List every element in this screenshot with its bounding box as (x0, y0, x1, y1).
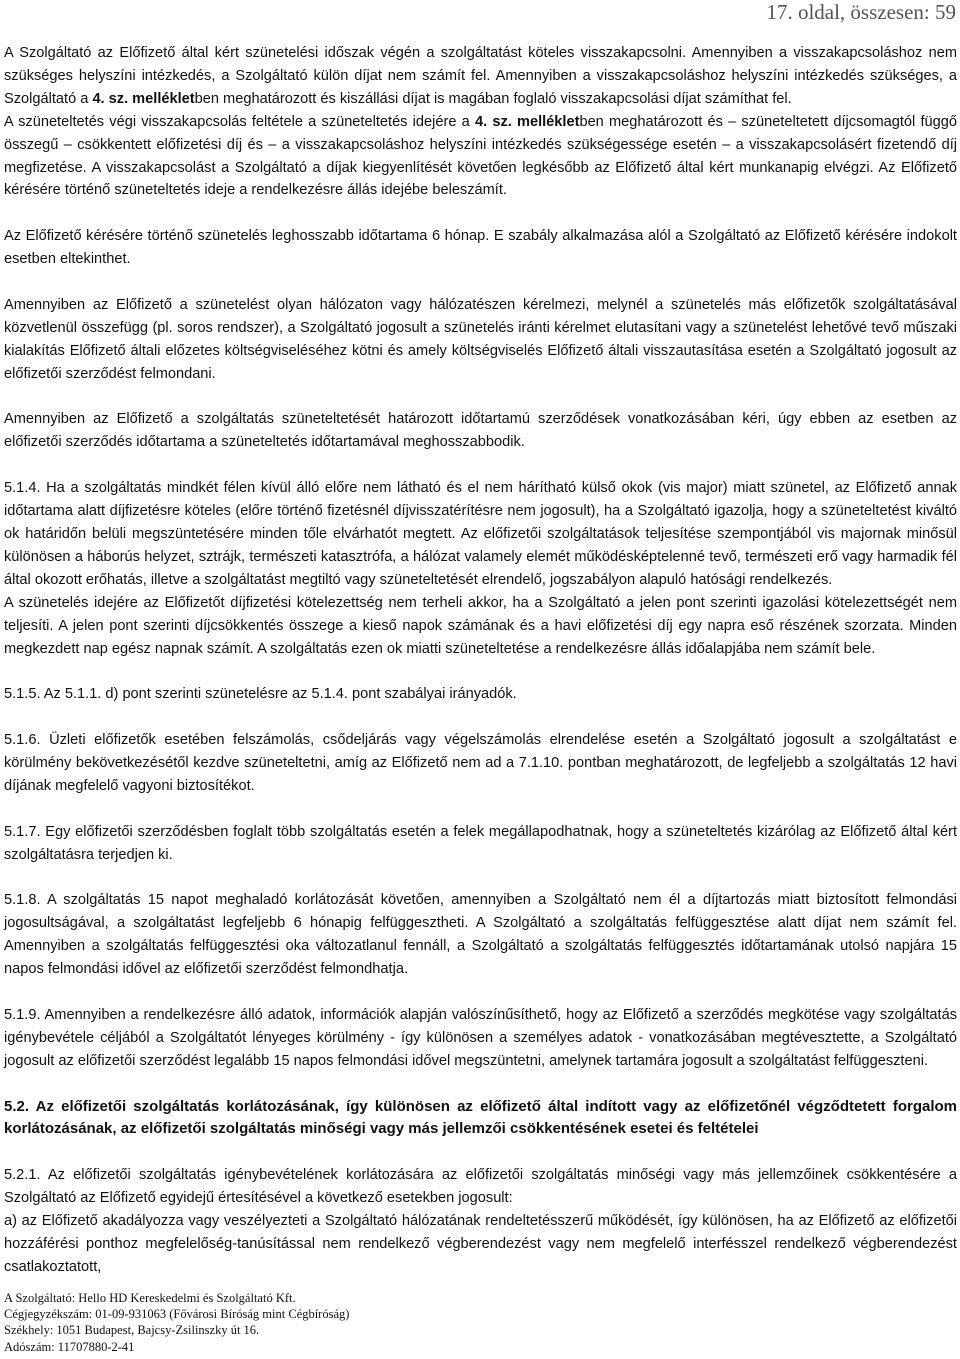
paragraph-5-1-7: 5.1.7. Egy előfizetői szerződésben foglalt több szolgáltatás esetén a felek megállapodhatnak, hogy a szüneteltetés kizárólag az Előfizető által kért szolgáltatásra terjedjen ki. (4, 823, 957, 863)
company-footer (4, 1290, 604, 1355)
paragraph-5-1-5: 5.1.5. Az 5.1.1. d) pont szerinti szünetelésre az 5.1.4. pont szabályai irányadók. (4, 686, 517, 703)
paragraph-max-duration: Az Előfizető kérésére történő szünetelés leghosszabb időtartama 6 hónap. E szabály alkalmazása alól a Szolgáltató az Előfizető kérésére indokolt esetben eltekinthet. (4, 228, 957, 268)
paragraph-5-2-1: 5.2.1. Az előfizetői szolgáltatás igénybevételének korlátozására az előfizetői szolgáltatás minőségi vagy más jellemzőinek csökkentésére a Szolgáltató az Előfizető egyidejű értesítésével a következő esetekben jogosult: (4, 1167, 957, 1207)
footer-company-name: A Szolgáltató: Hello HD Kereskedelmi és Szolgáltató Kft. (4, 1291, 296, 1305)
paragraph-5-1-8: 5.1.8. A szolgáltatás 15 napot meghaladó korlátozását követően, amennyiben a Szolgáltató nem él a díjtartozás miatt biztosított felmondási jogosultságával, a szolgáltatást legfeljebb 6 hónapig felfüggesztheti. A Szolgáltató a szolgáltatás felfüggesztése alatt díjat nem számít fel. Amennyiben a szolgáltatás felfüggesztési oka változatlanul fennáll, a Szolgáltató a szolgáltatás felfüggesztés időtartamának utolsó napjára 15 napos felmondási idővel az előfizetői szerződést felmondhatja. (4, 892, 957, 978)
page-number: 17. oldal, összesen: 59 (766, 0, 956, 24)
paragraph-5-1-6: 5.1.6. Üzleti előfizetők esetében felszámolás, csődeljárás vagy végelszámolás elrendelése esetén a Szolgáltató jogosult a szolgáltatást e körülmény bekövetkezésétől kezdve szüneteltetni, amíg az Előfizető nem ad a 7.1.10. pontban meghatározott, de legfeljebb a szolgáltatás 12 havi díjának megfelelő vagyoni biztosítékot. (4, 732, 957, 794)
text-segment: A szüneteltetés végi visszakapcsolás feltétele a szüneteltetés idejére a (4, 113, 475, 130)
annex-reference: 4. sz. melléklet (92, 90, 195, 107)
text-segment: ben meghatározott és – szüneteltetett díjcsomagtól függő összegű – csökkentett előfizetési díj és – a visszakapcsoláshoz helyszíni intézkedés szükségessége esetén – a visszakapcsolásért fizetendő díj megfizetése. A visszakapcsolást a Szolgáltató a díjak kiegyenlítését követően legkésőbb az Előfizető által kért munkanapig elvégzi. Az Előfizető kérésére történő szüneteltetés ideje a rendelkezésre állás idejébe beleszámít. (4, 113, 957, 199)
paragraph-network-segment: Amennyiben az Előfizető a szünetelést olyan hálózaton vagy hálózatészen kérelmezi, melynél a szünetelés más előfizetők szolgáltatásával közvetlenül összefügg (pl. soros rendszer), a Szolgáltató jogosult a szünetelés iránti kérelmet elutasítani vagy a szünetelést lehetővé tevő műszaki kialakítás Előfizető általi előzetes költségviseléséhez kötni és amely költségviselés Előfizető általi visszautasítása esetén a Szolgáltató jogosult az előfizetői szerződést felmondani. (4, 296, 957, 382)
text-segment: ben meghatározott és kiszállási díjat is magában foglaló visszakapcsolási díjat számíthat fel. (194, 90, 792, 107)
paragraph-5-1-9: 5.1.9. Amennyiben a rendelkezésre álló adatok, információk alapján valószínűsíthető, hogy az Előfizető a szerződés megkötése vagy szolgáltatás igénybevétele céljából a Szolgáltatót lényeges körülmény - így különösen a személyes adatok - vonatkozásában megtévesztette, a Szolgáltató jogosult az előfizetői szerződést legalább 15 napos felmondási idővel megszüntetni, amelynek tartamára jogosult a szolgáltatást felfüggeszteni. (4, 1006, 957, 1069)
document-body (4, 42, 957, 1302)
footer-address: Székhely: 1051 Budapest, Bajcsy-Zsilinszky út 16. (4, 1323, 260, 1338)
footer-tax-number: Adószám: 11707880-2-41 (4, 1339, 135, 1354)
paragraph-reconnection-condition (4, 111, 957, 203)
paragraph-item-a: a) az Előfizető akadályozza vagy veszélyezteti a Szolgáltató hálózatának rendeltetésszerű működését, így különösen, ha az Előfizető az előfizetői hozzáférési ponthoz megfelelőség-tanúsítással nem rendelkező végberendezést vagy nem megfelelő interfésszel rendelkező végberendezést csatlakoztatott, (4, 1213, 957, 1275)
annex-reference: 4. sz. melléklet (474, 113, 580, 130)
paragraph-fixed-term: Amennyiben az Előfizető a szolgáltatás szüneteltetését határozott időtartamú szerződések vonatkozásában kéri, úgy ebben az esetben az előfizetői szerződés időtartama a szüneteltetés időtartamával meghosszabbodik. (4, 411, 957, 451)
paragraph-reconnection (4, 42, 957, 111)
footer-registry-number: Cégjegyzékszám: 01-09-931063 (Fővárosi Bíróság mint Cégbíróság) (4, 1307, 350, 1322)
paragraph-5-1-4: 5.1.4. Ha a szolgáltatás mindkét félen kívül álló előre nem látható és el nem hárítható külső okok (vis major) miatt szünetel, az Előfizető annak időtartama alatt díjfizetésre köteles (előre történő fizetésnél díjvisszatérítésre nem jogosult), ha a Szolgáltató igazolja, hogy a szüneteltetést kiváltó ok határidőn belüli megszüntetésére minden tőle elvárhatót megtett. Az előfizetői szolgáltatások teljesítése szempontjából vis majornak minősül különösen a háborús helyzet, sztrájk, természeti katasztrófa, a hálózat valamely elemét működésképtelenné tevő, természeti erő vagy harmadik fél által okozott erőhatás, illetve a szolgáltatást megtiltó vagy szüneteltetését elrendelő, jogszabályon alapuló hatósági rendelkezés. (4, 480, 957, 588)
text-segment: A Szolgáltató az Előfizető által kért szünetelési időszak végén a szolgáltatást köteles visszakapcsolni. Amennyiben a visszakapcsoláshoz nem szükséges helyszíni intézkedés, a Szolgáltató külön díjat nem számít fel. Amennyiben a visszakapcsoláshoz helyszíni intézkedés szükséges, a Szolgáltató a (4, 45, 957, 107)
section-heading-5-2: 5.2. Az előfizetői szolgáltatás korlátozásának, így különösen az előfizető által indított vagy az előfizetőnél végződtetett forgalom korlátozásának, az előfizetői szolgáltatás minőségi vagy más jellemzői csökkentésének esetei és feltételei (4, 1097, 957, 1138)
paragraph-fee-reduction: A szünetelés idejére az Előfizetőt díjfizetési kötelezettség nem terheli akkor, ha a Szolgáltató a jelen pont szerinti igazolási kötelezettségét nem teljesíti. A jelen pont szerinti díjcsökkentés összege a kieső napok számának és a havi előfizetési díj egy napra eső részének szorzata. Minden megkezdett nap egész napnak számít. A szolgáltatás ezen ok miatti szüneteltetése a rendelkezésre állás időalapjába nem számít bele. (4, 594, 957, 657)
